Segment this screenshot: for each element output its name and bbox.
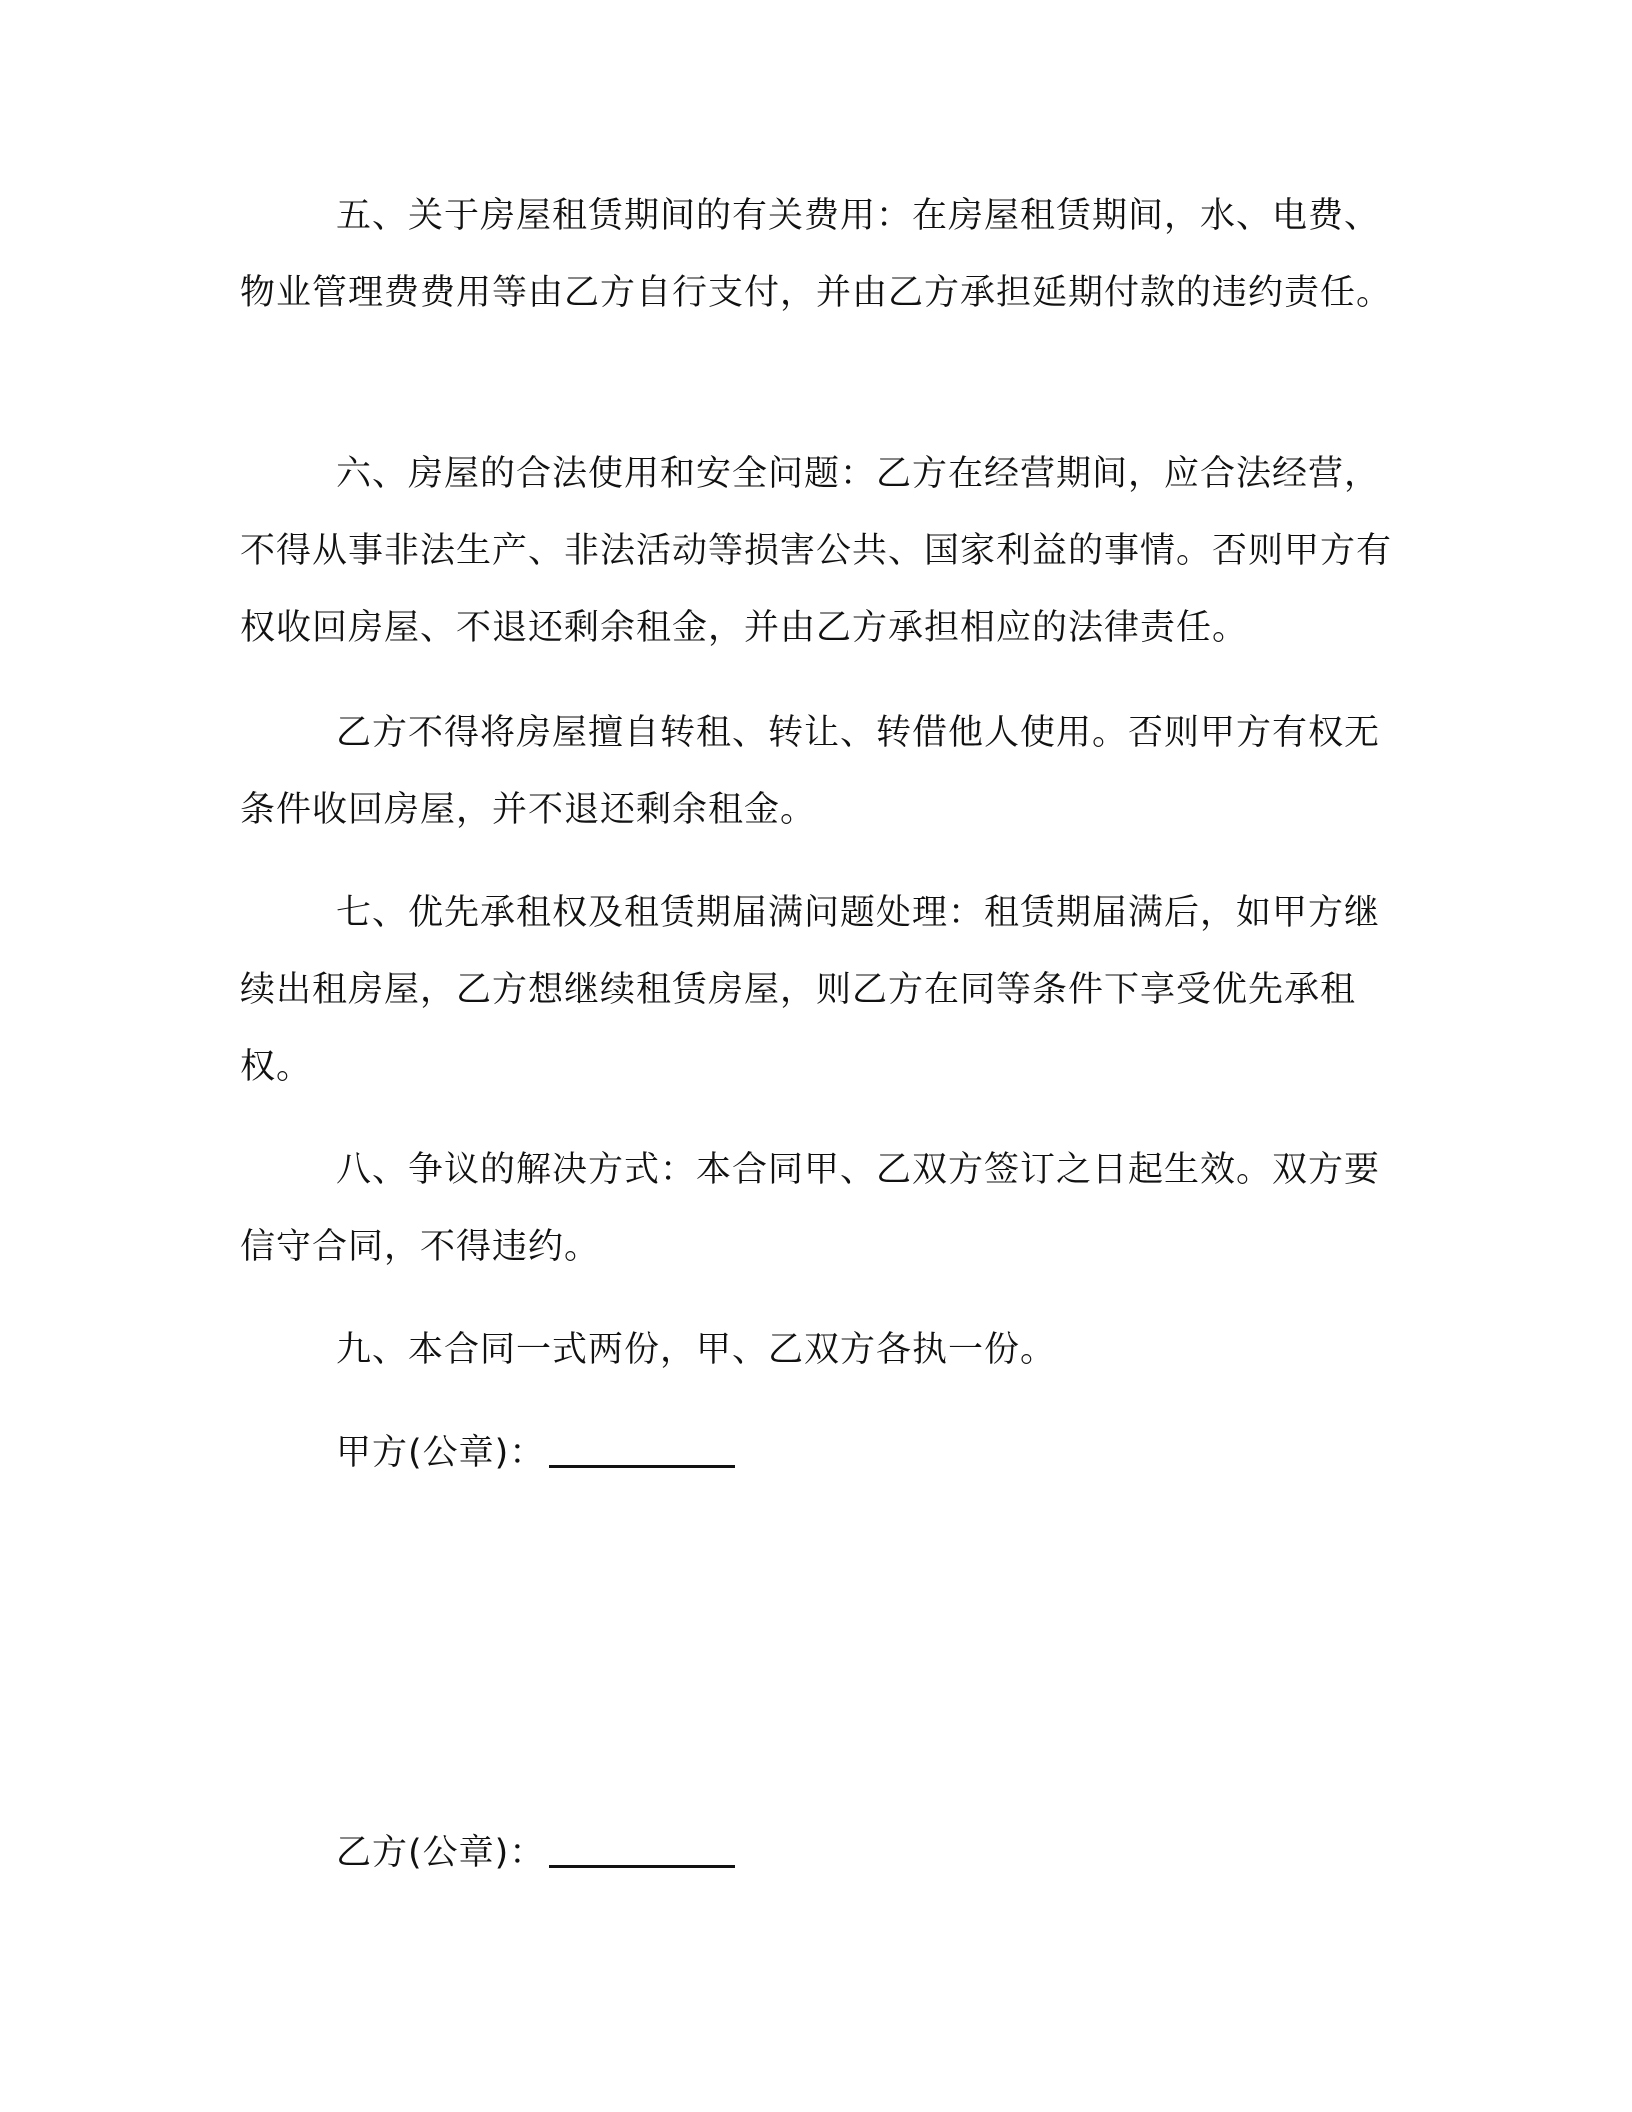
party-a-signature-blank	[549, 1429, 735, 1468]
clause-9-copies: 九、本合同一式两份，甲、乙双方各执一份。	[336, 1330, 1057, 1370]
party-a-label: 甲方(公章)：	[336, 1433, 546, 1473]
clause-6-subletting: 乙方不得将房屋擅自转租、转让、转借他人使用。否则甲方有权无条件收回房屋，并不退还剩余租金。	[240, 713, 1381, 830]
clause-5-fees: 五、关于房屋租赁期间的有关费用：在房屋租赁期间，水、电费、物业管理费费用等由乙方自行支付，并由乙方承担延期付款的违约责任。	[240, 196, 1393, 313]
party-b-signature-line	[336, 1815, 735, 1892]
clause-6-legal-use: 六、房屋的合法使用和安全问题：乙方在经营期间，应合法经营，不得从事非法生产、非法活动等损害公共、国家利益的事情。否则甲方有权收回房屋、不退还剩余租金，并由乙方承担相应的法律责任。	[240, 454, 1393, 648]
clause-8-dispute-resolution: 八、争议的解决方式：本合同甲、乙双方签订之日起生效。双方要信守合同，不得违约。	[240, 1150, 1381, 1267]
party-b-signature-blank	[549, 1829, 735, 1868]
party-a-signature-line	[336, 1415, 735, 1492]
party-b-label: 乙方(公章)：	[336, 1833, 546, 1873]
clause-7-renewal-priority: 七、优先承租权及租赁期届满问题处理：租赁期届满后，如甲方继续出租房屋，乙方想继续租赁房屋，则乙方在同等条件下享受优先承租权。	[240, 893, 1381, 1087]
